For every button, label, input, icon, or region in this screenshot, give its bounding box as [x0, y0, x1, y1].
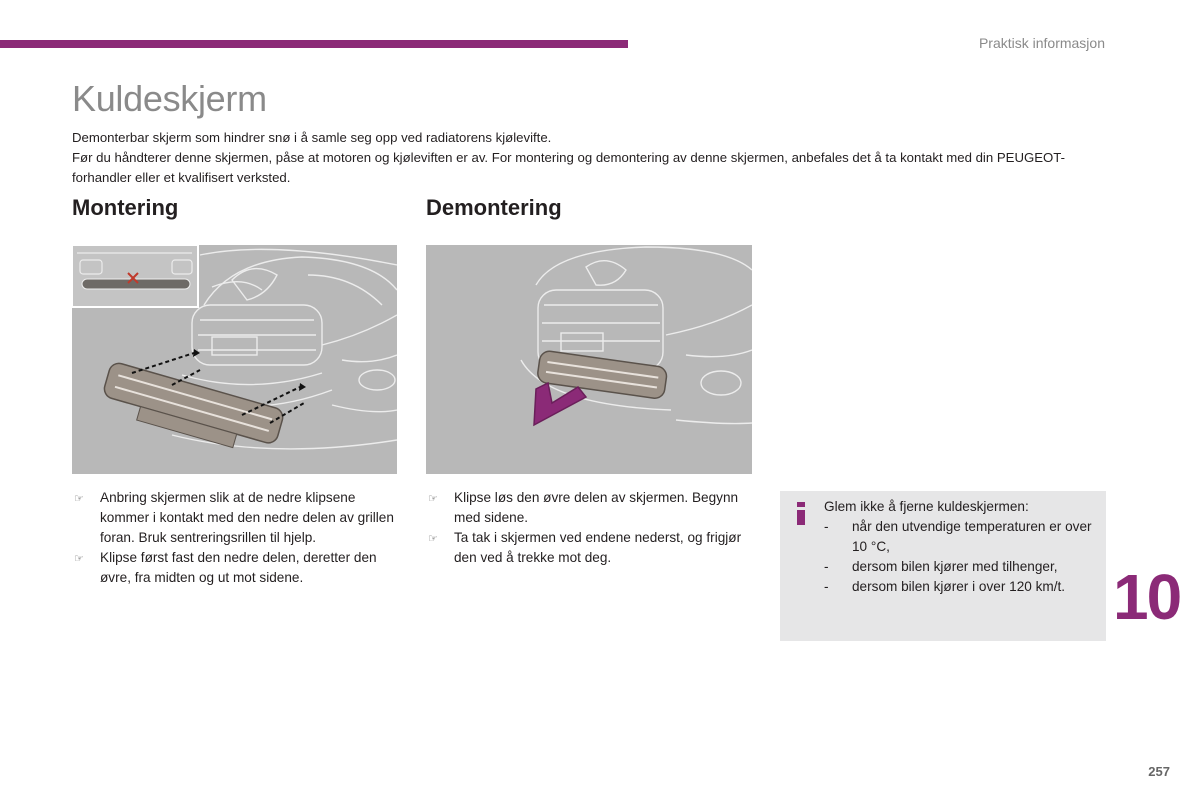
montering-heading: Montering: [72, 195, 179, 220]
page-title: Kuldeskjerm: [72, 78, 267, 119]
list-item: - dersom bilen kjører i over 120 km/t.: [824, 579, 1066, 594]
info-intro: Glem ikke å fjerne kuldeskjermen:: [824, 499, 1029, 514]
list-item: [72, 488, 397, 548]
arrow-bullet-icon: ☞: [428, 493, 438, 505]
info-text: [824, 497, 1100, 597]
demontering-heading: Demontering: [426, 195, 562, 220]
step-text: Klipse løs den øvre delen av skjermen. Begynn med sidene.: [454, 490, 739, 525]
list-item: [72, 548, 397, 588]
intro-text: [72, 128, 1112, 188]
step-text: Klipse først fast den nedre delen, deretter den øvre, fra midten og ut mot sidene.: [100, 550, 377, 585]
arrow-bullet-icon: ☞: [428, 533, 438, 545]
step-text: Ta tak i skjermen ved endene nederst, og frigjør den ved å trekke mot deg.: [454, 530, 742, 565]
info-list: [824, 517, 1100, 597]
step-text: Anbring skjermen slik at de nedre klipsene kommer i kontakt med den nedre delen av grillen foran. Bruk sentreringsrillen til hjelp.: [100, 490, 394, 545]
info-item-text: når den utvendige temperaturen er over 10 °C,: [852, 519, 1092, 554]
list-item: - når den utvendige temperaturen er over 10 °C,: [824, 519, 1092, 554]
chapter-number: 10: [1113, 561, 1181, 633]
list-item: [426, 488, 752, 528]
list-item: - dersom bilen kjører med tilhenger,: [824, 559, 1058, 574]
montering-steps: [72, 488, 397, 588]
info-box: [780, 491, 1106, 641]
demontering-illustration: [426, 245, 752, 474]
intro-line-2: Før du håndterer denne skjermen, påse at motoren og kjøleviften er av. For montering og demontering av denne skjermen, anbefales det å ta kontakt med din PEUGEOT-forhandler eller et kvalifisert verksted.: [72, 150, 1065, 185]
demontering-steps: [426, 488, 752, 568]
arrow-bullet-icon: ☞: [74, 553, 84, 565]
info-icon: [797, 502, 805, 525]
section-header: Praktisk informasjon: [978, 35, 1105, 51]
montering-illustration: [72, 245, 397, 474]
info-item-text: dersom bilen kjører med tilhenger,: [852, 559, 1058, 574]
header-accent-bar: [0, 40, 628, 48]
info-item-text: dersom bilen kjører i over 120 km/t.: [852, 579, 1066, 594]
page-number: 257: [1148, 764, 1170, 779]
list-item: [426, 528, 752, 568]
arrow-bullet-icon: ☞: [74, 493, 84, 505]
intro-line-1: Demonterbar skjerm som hindrer snø i å samle seg opp ved radiatorens kjølevifte.: [72, 130, 552, 145]
